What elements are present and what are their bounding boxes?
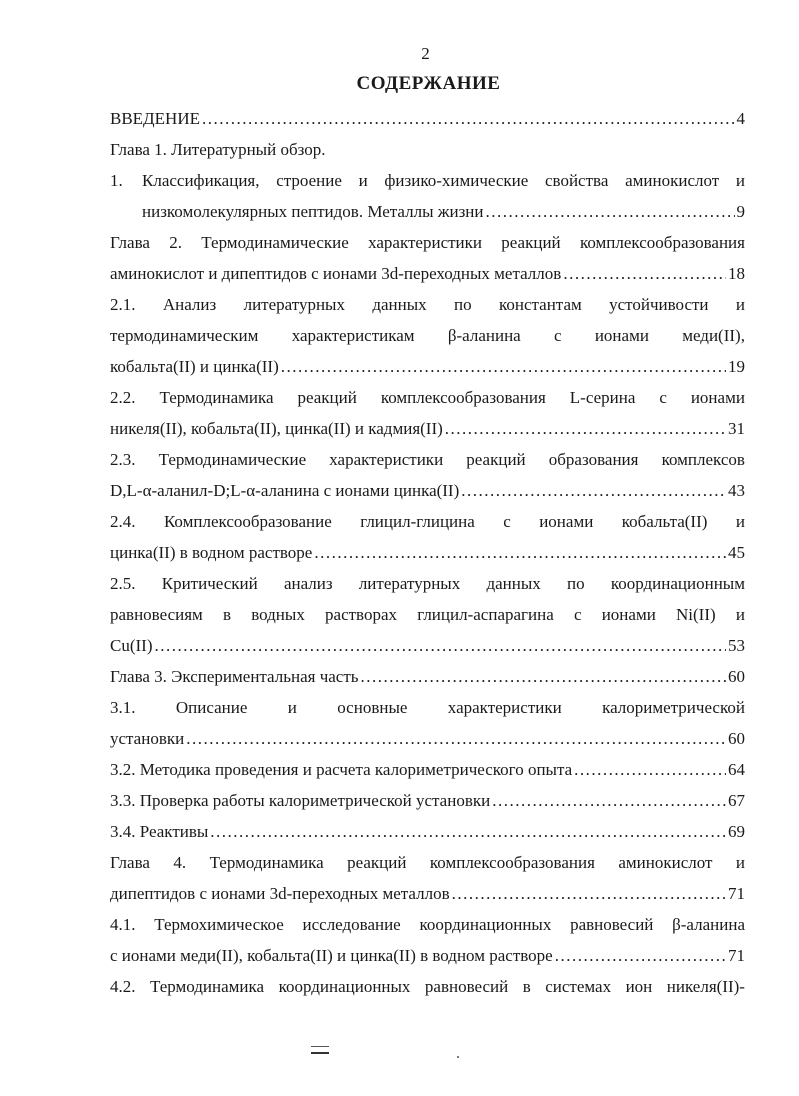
toc-word: и bbox=[735, 605, 745, 624]
toc-section-2-1-line2 bbox=[110, 323, 745, 354]
toc-word: комплексов bbox=[661, 450, 745, 469]
toc-entry-number bbox=[110, 170, 259, 199]
toc-word: 2.2. bbox=[110, 388, 136, 407]
dot-leader bbox=[555, 945, 726, 967]
toc-word: Термодинамика bbox=[209, 853, 324, 872]
toc-section-2-1-line1 bbox=[110, 292, 745, 323]
toc-chapter-4-line1 bbox=[110, 850, 745, 881]
dot-leader bbox=[210, 821, 726, 843]
toc-word: с bbox=[503, 512, 511, 531]
toc-entry-intro bbox=[110, 106, 745, 137]
page-number: 2 bbox=[421, 44, 430, 63]
toc-section-3-3 bbox=[110, 788, 745, 819]
toc-word: Термодинамика bbox=[149, 977, 265, 996]
toc-word: реакций bbox=[297, 388, 357, 407]
toc-entry-text: никеля(II), кобальта(II), цинка(II) и кадмия(II) bbox=[110, 419, 443, 438]
dot-leader bbox=[202, 108, 735, 130]
toc-section-2-2-line2 bbox=[110, 416, 745, 447]
toc-word: по bbox=[454, 295, 472, 314]
toc-word: ионами bbox=[601, 605, 656, 624]
toc-word: координационных bbox=[419, 915, 552, 934]
toc-entry-text: 3.3. Проверка работы калориметрической установки bbox=[110, 791, 491, 810]
toc-word: 4.2. bbox=[110, 977, 136, 996]
toc-word: β-аланина bbox=[447, 326, 521, 345]
toc-word: Классификация, bbox=[142, 171, 260, 190]
toc-word: характеристики bbox=[329, 450, 444, 469]
toc-word: Анализ bbox=[162, 295, 217, 314]
toc-section-4-1-line2 bbox=[110, 943, 745, 974]
toc-section-4-2-line1 bbox=[110, 974, 745, 1005]
toc-word: меди(II), bbox=[682, 326, 745, 345]
toc-word: основные bbox=[337, 698, 408, 717]
dot-leader bbox=[154, 635, 726, 657]
toc-word: равновесий bbox=[424, 977, 509, 996]
toc-word: 3.1. bbox=[110, 698, 136, 717]
toc-word: комплексообразования bbox=[380, 388, 546, 407]
toc-section-2-4-line2 bbox=[110, 540, 745, 571]
toc-section-2-2-line1 bbox=[110, 385, 745, 416]
toc-page-number: 69 bbox=[728, 822, 745, 841]
toc-word: кобальта(II) bbox=[621, 512, 708, 531]
toc-word: 2.3. bbox=[110, 450, 136, 469]
toc-entry-text: низкомолекулярных пептидов. Металлы жизни bbox=[142, 202, 484, 221]
toc-word: равновесиям bbox=[110, 605, 203, 624]
dot-leader bbox=[574, 759, 726, 781]
dot-leader bbox=[445, 418, 726, 440]
toc-word: ионами bbox=[539, 512, 594, 531]
toc-word: 2. bbox=[169, 233, 182, 252]
page-title: СОДЕРЖАНИЕ bbox=[356, 73, 501, 94]
toc-word: Глава bbox=[110, 233, 150, 252]
toc-section-2-5-line1 bbox=[110, 571, 745, 602]
toc-word: комплексообразования bbox=[429, 853, 595, 872]
toc-word: реакций bbox=[501, 233, 561, 252]
toc-word: в bbox=[223, 605, 232, 624]
toc-word: 4. bbox=[173, 853, 187, 872]
toc-word: Ni(II) bbox=[676, 605, 716, 624]
toc-word: L-серина bbox=[569, 388, 636, 407]
toc-chapter-2-line1 bbox=[110, 230, 745, 261]
toc-word: системах bbox=[545, 977, 612, 996]
scan-dot-mark bbox=[457, 1056, 459, 1058]
toc-word: и bbox=[287, 698, 297, 717]
toc-chapter-4-line2 bbox=[110, 881, 745, 912]
toc-word: характеристикам bbox=[291, 326, 415, 345]
toc-word: и bbox=[735, 853, 745, 872]
toc-page-number: 71 bbox=[728, 884, 745, 903]
toc-section-3-2 bbox=[110, 757, 745, 788]
toc-word: физико-химические bbox=[384, 171, 529, 190]
toc-word: литературных bbox=[243, 295, 345, 314]
toc-section-2-3-line2 bbox=[110, 478, 745, 509]
toc-word: литературных bbox=[358, 574, 461, 593]
toc-word: строение bbox=[276, 171, 342, 190]
toc-page-number: 9 bbox=[736, 202, 745, 221]
toc-word: растворах bbox=[325, 605, 398, 624]
toc-chapter-2-line2 bbox=[110, 261, 745, 292]
dot-leader bbox=[563, 263, 726, 285]
toc-word: координационных bbox=[278, 977, 411, 996]
toc-entry-text: дипептидов с ионами 3d-переходных металлов bbox=[110, 884, 450, 903]
toc-entry-text: ВВЕДЕНИЕ bbox=[110, 109, 200, 128]
toc-section-4-1-line1 bbox=[110, 912, 745, 943]
toc-section-3-4 bbox=[110, 819, 745, 850]
toc-word: устойчивости bbox=[609, 295, 709, 314]
toc-page-number: 19 bbox=[728, 357, 745, 376]
toc-chapter-1-heading: Глава 1. Литературный обзор. bbox=[110, 140, 326, 159]
toc-word: ион bbox=[625, 977, 653, 996]
toc-word: координационным bbox=[610, 574, 745, 593]
toc-word: глицил-глицина bbox=[360, 512, 475, 531]
toc-entry-1-line1 bbox=[110, 168, 745, 199]
toc-word: Термодинамические bbox=[158, 450, 307, 469]
toc-word: характеристики bbox=[368, 233, 482, 252]
toc-word: равновесий bbox=[570, 915, 654, 934]
toc-word: комплексообразования bbox=[579, 233, 745, 252]
toc-word: 2.5. bbox=[110, 574, 136, 593]
toc-word: 2.1. bbox=[110, 295, 136, 314]
toc-word: ионами bbox=[690, 388, 745, 407]
toc-word: данных bbox=[372, 295, 427, 314]
toc-word: Описание bbox=[175, 698, 248, 717]
toc-word: и bbox=[358, 171, 368, 190]
toc-page-number: 53 bbox=[728, 636, 745, 655]
toc-word: в bbox=[522, 977, 531, 996]
toc-word: реакций bbox=[347, 853, 407, 872]
scan-stamp-mark bbox=[311, 1046, 329, 1054]
toc-section-2-5-line3 bbox=[110, 633, 745, 664]
toc-word: Термохимическое bbox=[154, 915, 284, 934]
toc-word: β-аланина bbox=[672, 915, 745, 934]
toc-word: никеля(II)- bbox=[666, 977, 745, 996]
toc-entry-text: 3.4. Реактивы bbox=[110, 822, 209, 841]
toc-entry-text: установки bbox=[110, 729, 185, 748]
toc-entry-text: 3.2. Методика проведения и расчета калориметрического опыта bbox=[110, 760, 573, 779]
toc-section-2-1-line3 bbox=[110, 354, 745, 385]
toc-word: данных bbox=[486, 574, 541, 593]
toc-number: 1. bbox=[110, 171, 123, 190]
toc-word: Комплексообразование bbox=[163, 512, 332, 531]
toc-word: и bbox=[735, 512, 745, 531]
toc-word: аминокислот bbox=[618, 853, 713, 872]
toc-entry-1-line2 bbox=[110, 199, 745, 230]
toc-word: реакций bbox=[466, 450, 526, 469]
toc-word: анализ bbox=[283, 574, 333, 593]
toc-entry-text: с ионами меди(II), кобальта(II) и цинка(II) в водном растворе bbox=[110, 946, 553, 965]
toc-page-number: 43 bbox=[728, 481, 745, 500]
toc-word: ионами bbox=[594, 326, 649, 345]
toc-word: Термодинамика bbox=[159, 388, 274, 407]
toc-word: по bbox=[567, 574, 585, 593]
toc-word: Термодинамические bbox=[201, 233, 349, 252]
toc-word: Глава bbox=[110, 853, 150, 872]
toc-page-number: 67 bbox=[728, 791, 745, 810]
toc-chapter-3 bbox=[110, 664, 745, 695]
toc-word: и bbox=[735, 171, 745, 190]
toc-page-number: 64 bbox=[728, 760, 745, 779]
toc-word: водных bbox=[251, 605, 305, 624]
toc-entry-text: Глава 3. Экспериментальная часть bbox=[110, 667, 359, 686]
dot-leader bbox=[461, 480, 726, 502]
toc-word: с bbox=[554, 326, 562, 345]
toc-word: термодинамическим bbox=[110, 326, 259, 345]
toc-entry-text: Cu(II) bbox=[110, 636, 153, 655]
toc-word: 2.4. bbox=[110, 512, 136, 531]
toc-entry-text: цинка(II) в водном растворе bbox=[110, 543, 313, 562]
toc-word: глицил-аспарагина bbox=[417, 605, 554, 624]
toc-section-2-5-line2 bbox=[110, 602, 745, 633]
toc-word: калориметрической bbox=[602, 698, 745, 717]
dot-leader bbox=[361, 666, 726, 688]
toc-word: Критический bbox=[161, 574, 258, 593]
toc-word: 4.1. bbox=[110, 915, 136, 934]
toc-section-2-4-line1 bbox=[110, 509, 745, 540]
toc-entry-text: кобальта(II) и цинка(II) bbox=[110, 357, 279, 376]
toc-word: характеристики bbox=[447, 698, 562, 717]
table-of-contents bbox=[110, 106, 745, 1005]
toc-word: свойства bbox=[545, 171, 609, 190]
dot-leader bbox=[281, 356, 726, 378]
toc-word: и bbox=[735, 295, 745, 314]
toc-page-number: 60 bbox=[728, 729, 745, 748]
toc-word: константам bbox=[498, 295, 582, 314]
toc-word: аминокислот bbox=[625, 171, 720, 190]
toc-entry-text: аминокислот и дипептидов с ионами 3d-переходных металлов bbox=[110, 264, 562, 283]
toc-word: исследование bbox=[302, 915, 401, 934]
toc-page-number: 71 bbox=[728, 946, 745, 965]
toc-entry-text: D,L-α-аланил-D;L-α-аланина с ионами цинка(II) bbox=[110, 481, 460, 500]
toc-word: с bbox=[659, 388, 667, 407]
toc-section-3-1-line1 bbox=[110, 695, 745, 726]
dot-leader bbox=[492, 790, 726, 812]
toc-section-2-3-line1 bbox=[110, 447, 745, 478]
toc-word: с bbox=[573, 605, 582, 624]
toc-page-number: 45 bbox=[728, 543, 745, 562]
toc-page-number: 31 bbox=[728, 419, 745, 438]
toc-page-number: 18 bbox=[728, 264, 745, 283]
dot-leader bbox=[452, 883, 726, 905]
dot-leader bbox=[186, 728, 726, 750]
toc-section-3-1-line2 bbox=[110, 726, 745, 757]
toc-page-number: 60 bbox=[728, 667, 745, 686]
dot-leader bbox=[486, 201, 735, 223]
toc-word: образования bbox=[548, 450, 639, 469]
dot-leader bbox=[314, 542, 726, 564]
toc-page-number: 4 bbox=[736, 109, 745, 128]
